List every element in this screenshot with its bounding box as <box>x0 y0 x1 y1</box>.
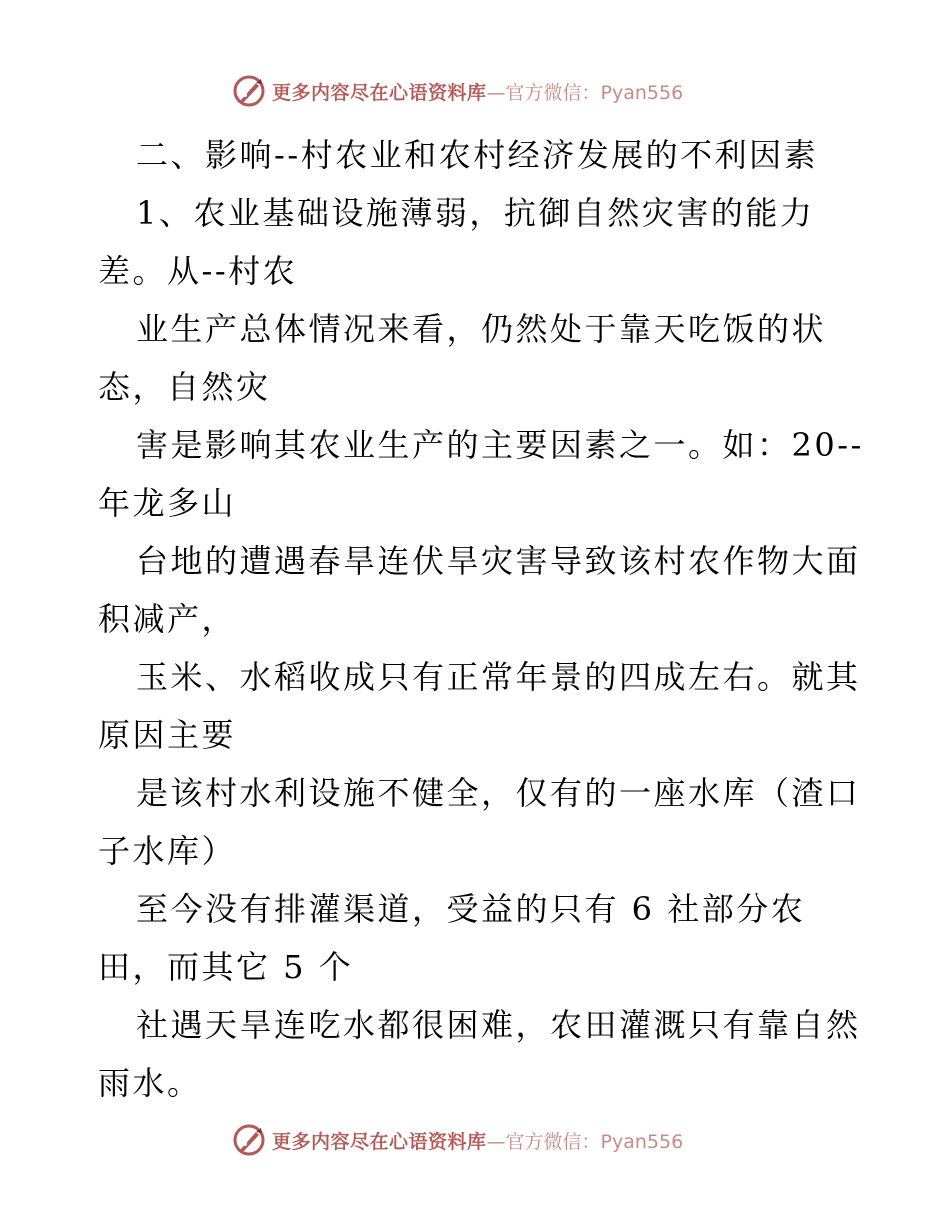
text-line: 田，而其它 5 个 <box>98 948 354 986</box>
text-line: 差。从--村农 <box>98 252 298 290</box>
text-line: 害是影响其农业生产的主要因素之一。如：20-- <box>136 426 864 464</box>
text-line: 年龙多山 <box>98 484 237 522</box>
quill-logo-icon <box>232 74 266 108</box>
text-line: 至今没有排灌渠道，受益的只有 6 社部分农 <box>136 890 806 928</box>
header-watermark <box>232 71 683 111</box>
watermark-main-text: 更多内容尽在心语资料库 <box>272 81 487 104</box>
watermark-sub-text: —官方微信：Pyan556 <box>486 1130 684 1153</box>
text-line: 雨水。 <box>98 1064 202 1102</box>
watermark-main-text: 更多内容尽在心语资料库 <box>272 1130 487 1153</box>
text-line: 是该村水利设施不健全，仅有的一座水库（渣口 <box>136 774 861 812</box>
quill-logo-icon <box>232 1123 266 1157</box>
text-line: 原因主要 <box>98 716 237 754</box>
text-line: 积减产， <box>98 600 237 638</box>
text-line: 1、农业基础设施薄弱，抗御自然灾害的能力 <box>136 194 815 232</box>
watermark-sub-text: —官方微信：Pyan556 <box>486 81 684 104</box>
text-line: 社遇天旱连吃水都很困难，农田灌溉只有靠自然 <box>136 1006 861 1044</box>
text-line: 子水库） <box>98 832 237 870</box>
footer-watermark <box>232 1120 683 1160</box>
document-body <box>98 126 864 1112</box>
text-line: 台地的遭遇春旱连伏旱灾害导致该村农作物大面 <box>136 542 861 580</box>
text-line: 业生产总体情况来看，仍然处于靠天吃饭的状 <box>136 310 827 348</box>
text-line: 玉米、水稻收成只有正常年景的四成左右。就其 <box>136 658 861 696</box>
text-line: 二、影响--村农业和农村经济发展的不利因素 <box>136 136 819 174</box>
text-line: 态，自然灾 <box>98 368 271 406</box>
